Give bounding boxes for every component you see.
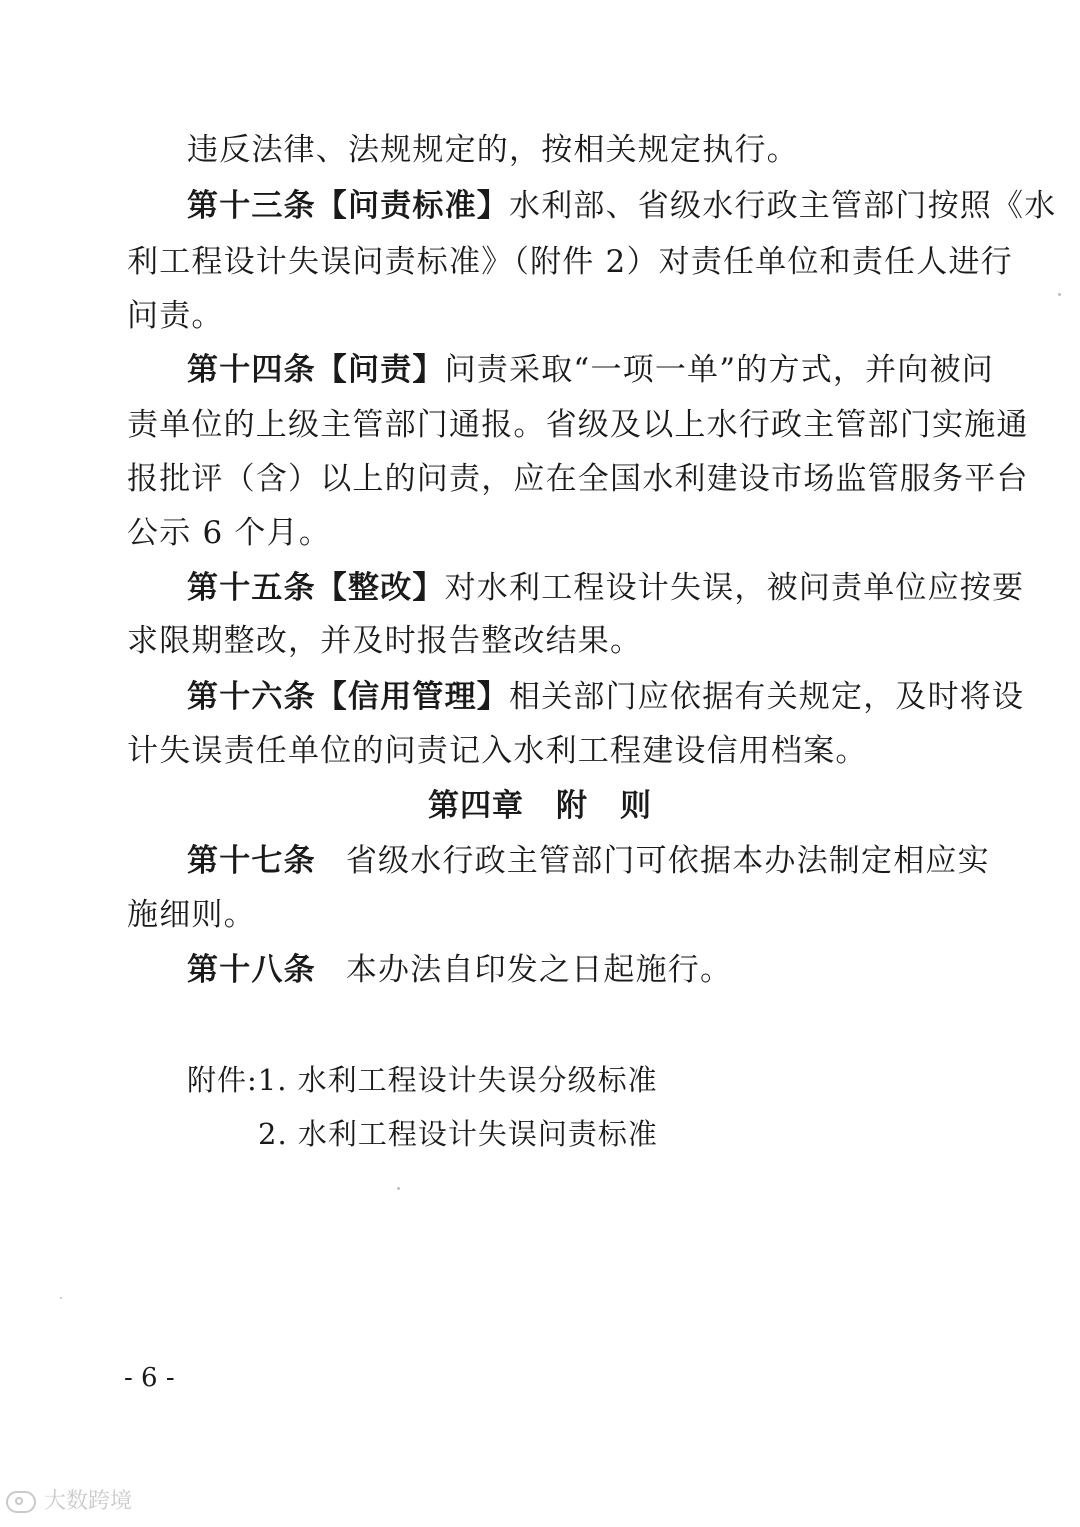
paragraph-line bbox=[127, 513, 331, 553]
line-text: 求限期整改，并及时报告整改结果。 bbox=[127, 623, 643, 659]
line-text: 利工程设计失误问责标准》（附件 2）对责任单位和责任人进行 bbox=[127, 244, 1013, 280]
scan-speck bbox=[397, 1187, 400, 1190]
page-number: - 6 - bbox=[124, 1363, 175, 1393]
paragraph-line bbox=[127, 459, 1029, 499]
paragraph-line bbox=[127, 621, 642, 661]
article-15-heading-line bbox=[187, 568, 1025, 608]
line-text: 违反法律、法规规定的，按相关规定执行。 bbox=[187, 132, 799, 168]
line-text: 问责采取“一项一单”的方式，并向被问 bbox=[444, 352, 994, 388]
chapter-title: 第四章 附 则 bbox=[428, 788, 652, 824]
scan-speck bbox=[1058, 293, 1061, 296]
line-text: 报批评（含）以上的问责，应在全国水利建设市场监管服务平台 bbox=[127, 461, 1029, 497]
paragraph-line bbox=[127, 242, 1013, 282]
article-18-heading: 第十八条 bbox=[187, 952, 316, 988]
article-15-heading: 第十五条【整改】 bbox=[187, 570, 445, 606]
paragraph-line bbox=[127, 895, 256, 935]
line-text: 水利部、省级水行政主管部门按照《水 bbox=[509, 188, 1057, 224]
attachment-item: 1. 水利工程设计失误分级标准 bbox=[257, 1063, 658, 1097]
line-text: 公示 6 个月。 bbox=[127, 515, 332, 551]
attachments-line-1 bbox=[187, 1060, 658, 1100]
watermark-text: 大数跨境 bbox=[44, 1489, 133, 1514]
line-text: 省级水行政主管部门可依据本办法制定相应实 bbox=[345, 843, 990, 879]
paragraph-line bbox=[127, 405, 1029, 445]
attachment-item: 2. 水利工程设计失误问责标准 bbox=[258, 1117, 658, 1151]
line-text: 问责。 bbox=[127, 298, 224, 334]
article-17-heading: 第十七条 bbox=[187, 843, 316, 879]
article-13-heading: 第十三条【问责标准】 bbox=[187, 188, 509, 224]
article-14-heading-line bbox=[187, 350, 994, 390]
attachments-label: 附件: bbox=[187, 1063, 258, 1097]
paragraph-line bbox=[187, 130, 799, 170]
line-text: 本办法自印发之日起施行。 bbox=[345, 952, 733, 988]
paragraph-line bbox=[127, 731, 868, 771]
line-text: 相关部门应依据有关规定，及时将设 bbox=[509, 679, 1025, 715]
article-14-heading: 第十四条【问责】 bbox=[187, 352, 445, 388]
line-text: 责单位的上级主管部门通报。省级及以上水行政主管部门实施通 bbox=[127, 407, 1029, 443]
scan-speck bbox=[60, 1297, 62, 1299]
line-text: 计失误责任单位的问责记入水利工程建设信用档案。 bbox=[127, 733, 868, 769]
article-13-heading-line bbox=[187, 186, 1057, 226]
article-17-heading-line bbox=[187, 841, 990, 881]
line-text: 施细则。 bbox=[127, 897, 256, 933]
attachments-line-2 bbox=[258, 1114, 658, 1154]
article-16-heading: 第十六条【信用管理】 bbox=[187, 679, 509, 715]
article-18-heading-line bbox=[187, 950, 732, 990]
paragraph-line bbox=[127, 296, 224, 336]
watermark bbox=[6, 1487, 132, 1517]
watermark-logo-icon bbox=[6, 1491, 36, 1513]
article-16-heading-line bbox=[187, 677, 1025, 717]
line-text: 对水利工程设计失误，被问责单位应按要 bbox=[444, 570, 1025, 606]
